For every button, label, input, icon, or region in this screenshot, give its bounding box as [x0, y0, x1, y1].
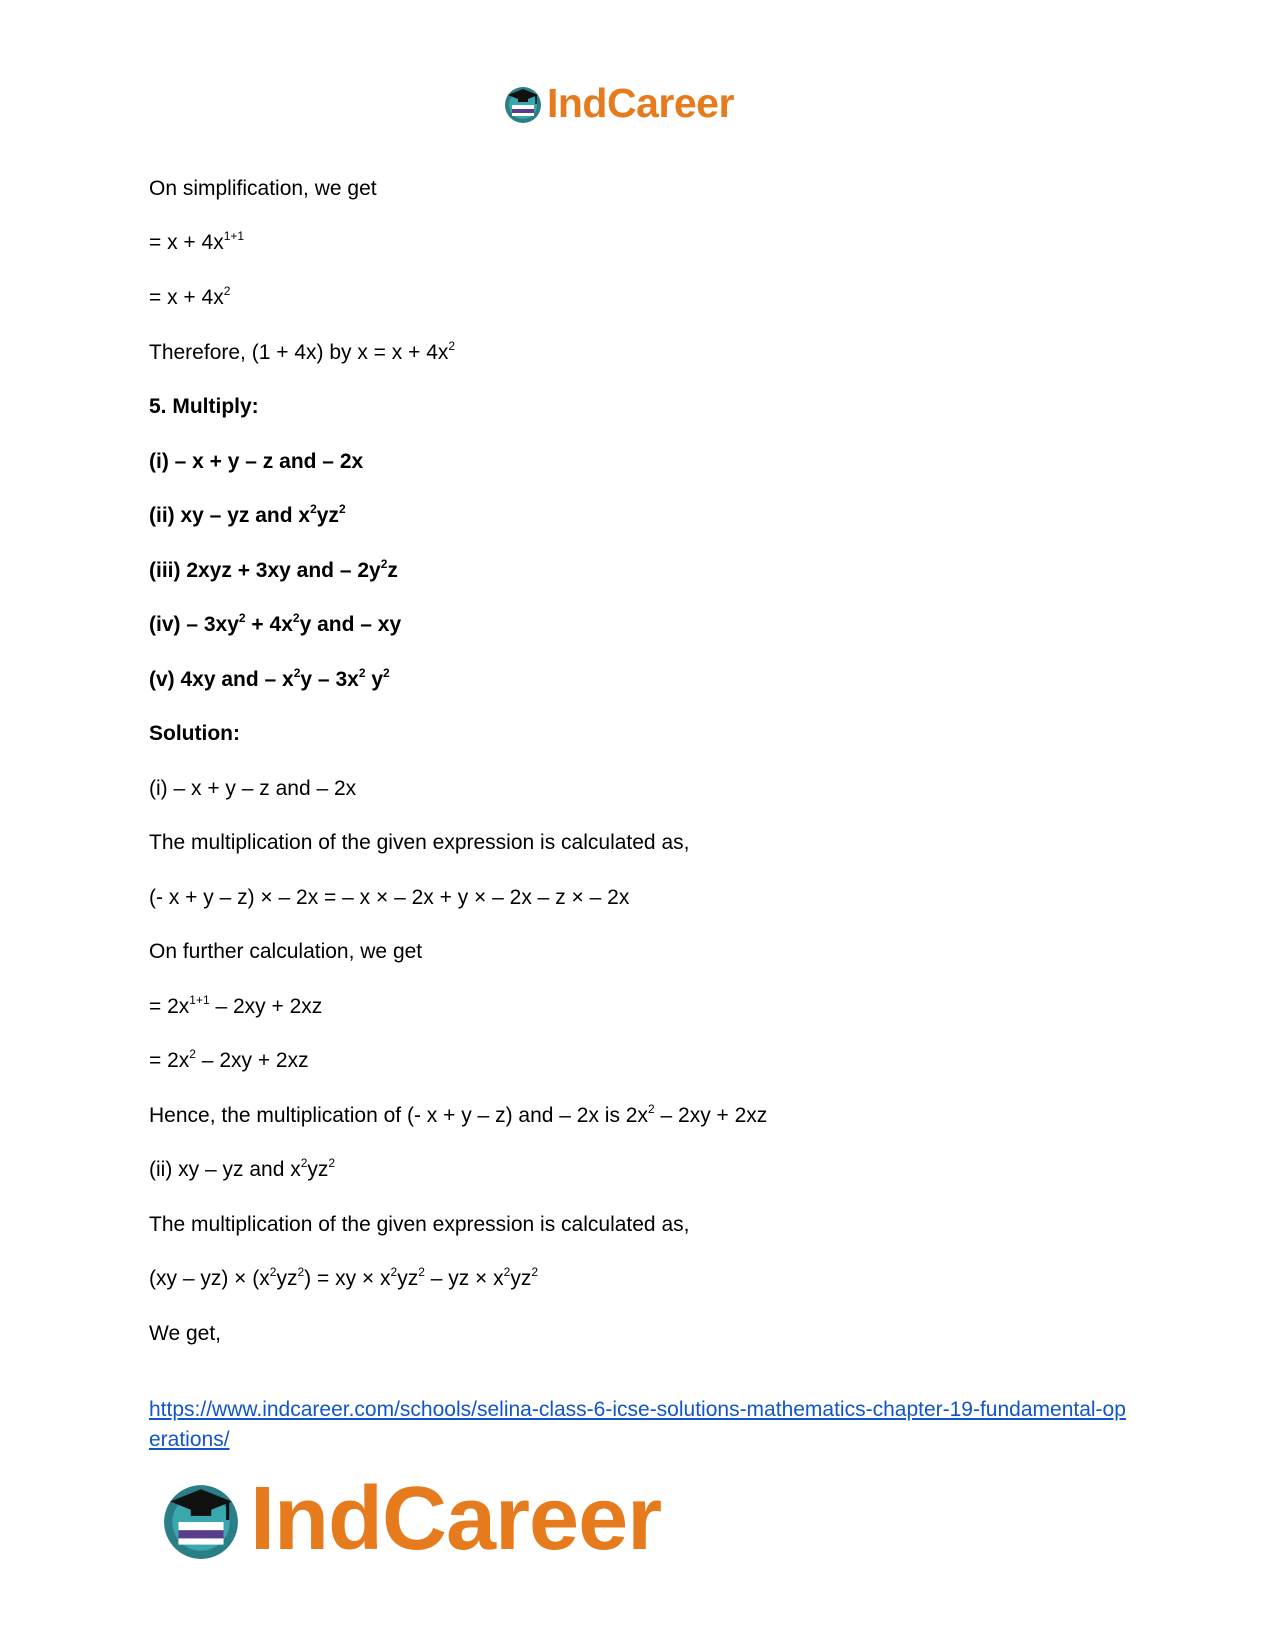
footer-logo: [160, 1468, 661, 1571]
equation-line: $(xy - yz) \times (x^2yz^2)$ = xy × $x^2yz^2$ – yz × $x^2yz^2$: [149, 1265, 539, 1290]
solution-part: (ii) xy – yz and $x^2yz^2$: [149, 1156, 336, 1181]
brand-name: IndCareer: [250, 1469, 662, 1569]
graduation-book-icon: [503, 84, 543, 124]
text-line: We get,: [149, 1322, 221, 1345]
conclusion-line: Therefore, (1 + 4x) by $x = x + 4x^2$: [149, 339, 456, 364]
text-line: On further calculation, we get: [149, 940, 423, 963]
equation-line: = $x + 4x^2$: [149, 284, 231, 309]
brand-name: IndCareer: [547, 80, 734, 126]
question-part: (iii) 2xyz + 3xy and – $2y^2z$: [149, 557, 398, 582]
text-line: The multiplication of the given expression is calculated as,: [149, 831, 690, 854]
question-part: $(iv) - 3xy^2 + 4x^2y$ and – xy: [149, 611, 402, 636]
question-part: (v) 4xy and – $x^2y - 3x^2$ $y^2$: [149, 666, 390, 691]
question-part: (i) – x + y – z and – 2x: [149, 450, 364, 473]
question-part: (ii) xy – yz and $x^2yz^2$: [149, 502, 346, 527]
equation-line: (- x + y – z) × – 2x = – x × – 2x + y × – 2x – z × – 2x: [149, 886, 630, 909]
text-line: On simplification, we get: [149, 177, 377, 200]
equation-line: = $x + 4x^{1+1}$: [149, 229, 245, 254]
equation-line: = $2x^{1+1} - 2xy + 2xz$: [149, 993, 323, 1018]
equation-line: = $2x^2 - 2xy + 2xz$: [149, 1047, 309, 1072]
graduation-book-icon: [160, 1479, 242, 1561]
solution-heading: Solution:: [149, 722, 240, 745]
conclusion-line: Hence, the multiplication of (- x + y – z) and – 2x is $2x^2 - 2xy + 2xz$: [149, 1102, 768, 1127]
solution-part: (i) – x + y – z and – 2x: [149, 777, 357, 800]
question-heading: 5. Multiply:: [149, 395, 259, 418]
source-link[interactable]: https://www.indcareer.com/schools/selina-class-6-icse-solutions-mathematics-chapter-19-fundamental-operations/: [149, 1398, 1126, 1451]
text-line: The multiplication of the given expression is calculated as,: [149, 1213, 690, 1236]
header-logo: [503, 80, 734, 127]
